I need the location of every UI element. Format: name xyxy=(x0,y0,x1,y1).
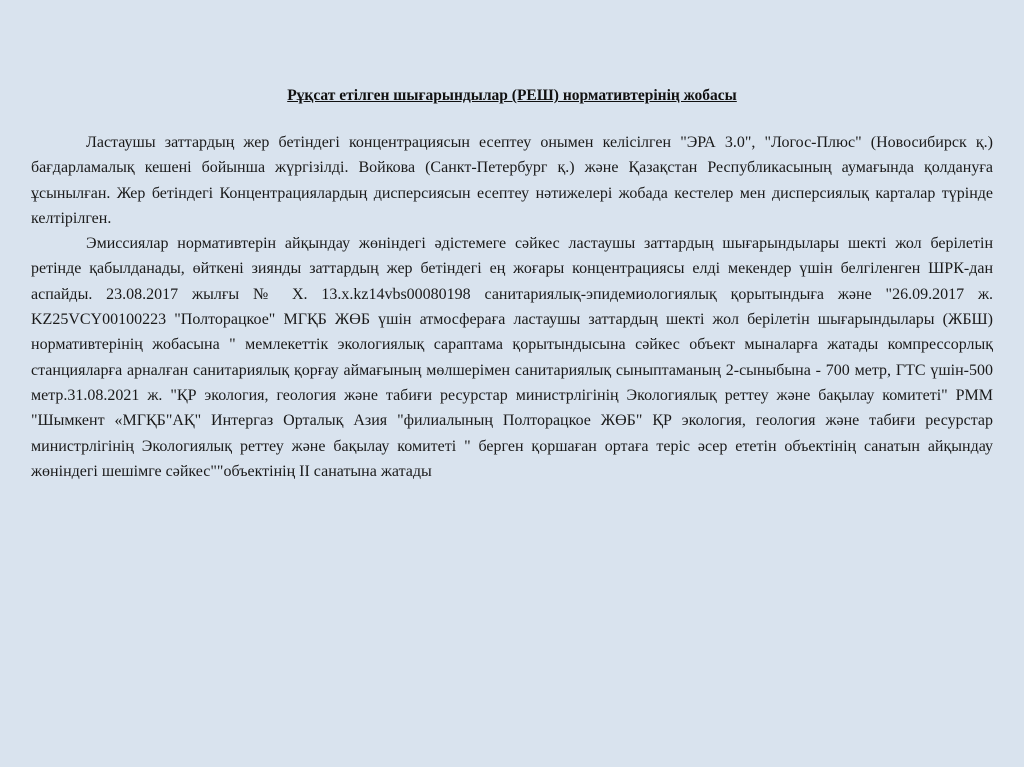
paragraph-calculation: Ластаушы заттардың жер бетіндегі концентрациясын есептеу онымен келісілген "ЭРА 3.0", "Логос-Плюс" (Новосибирск қ.) бағдарламалық кешені бойынша жүргізілді. Войкова (Санкт-Петербург қ.) және Қазақстан Республикасының аумағында қолдануға ұсынылған. Жер бетіндегі Концентрациялардың дисперсиясын есептеу нәтижелері жобада кестелер мен дисперсиялық карталар түрінде келтірілген. xyxy=(31,134,993,227)
slide-body xyxy=(31,130,993,484)
paragraph-emission-norms: Эмиссиялар нормативтерін айқындау жөніндегі әдістемеге сәйкес ластаушы заттардың шығарындылары шекті жол берілетін ретінде қабылданады, өйткені зиянды заттардың жер бетіндегі ең жоғары концентрациясы елді мекендер үшін белгіленген ШРК-дан аспайды. 23.08.2017 жылғы № X. 13.x.kz14vbs00080198 санитариялық-эпидемиологиялық қорытындыға және "26.09.2017 ж. KZ25VCY00100223 "Полторацкое" МГҚБ ЖӨБ үшін атмосфераға ластаушы заттардың шекті жол берілетін шығарындылары (ЖБШ) нормативтерінің жобасына " мемлекеттік экологиялық сараптама қорытындысына сәйкес объект мыналарға жатады компрессорлық станцияларға арналған санитариялық қорғау аймағының мөлшерімен санитариялық сыныптаманың 2-сыныбына - 700 метр, ГТС үшін-500 метр.31.08.2021 ж. "ҚР экология, геология және табиғи ресурстар министрлігінің Экологиялық реттеу және бақылау комитеті" РММ "Шымкент «МГҚБ"АҚ" Интергаз Орталық Азия "филиалының Полторацкое ЖӨБ" ҚР экология, геология және табиғи ресурстар министрлігінің Экологиялық реттеу және бақылау комитеті " берген қоршаған ортаға теріс әсер ететін объектінің санатын айқындау жөніндегі шешімге сәйкес""объектінің II санатына жатады xyxy=(31,235,993,480)
slide-title: Рұқсат етілген шығарындылар (РЕШ) нормативтерінің жобасы xyxy=(287,87,737,104)
